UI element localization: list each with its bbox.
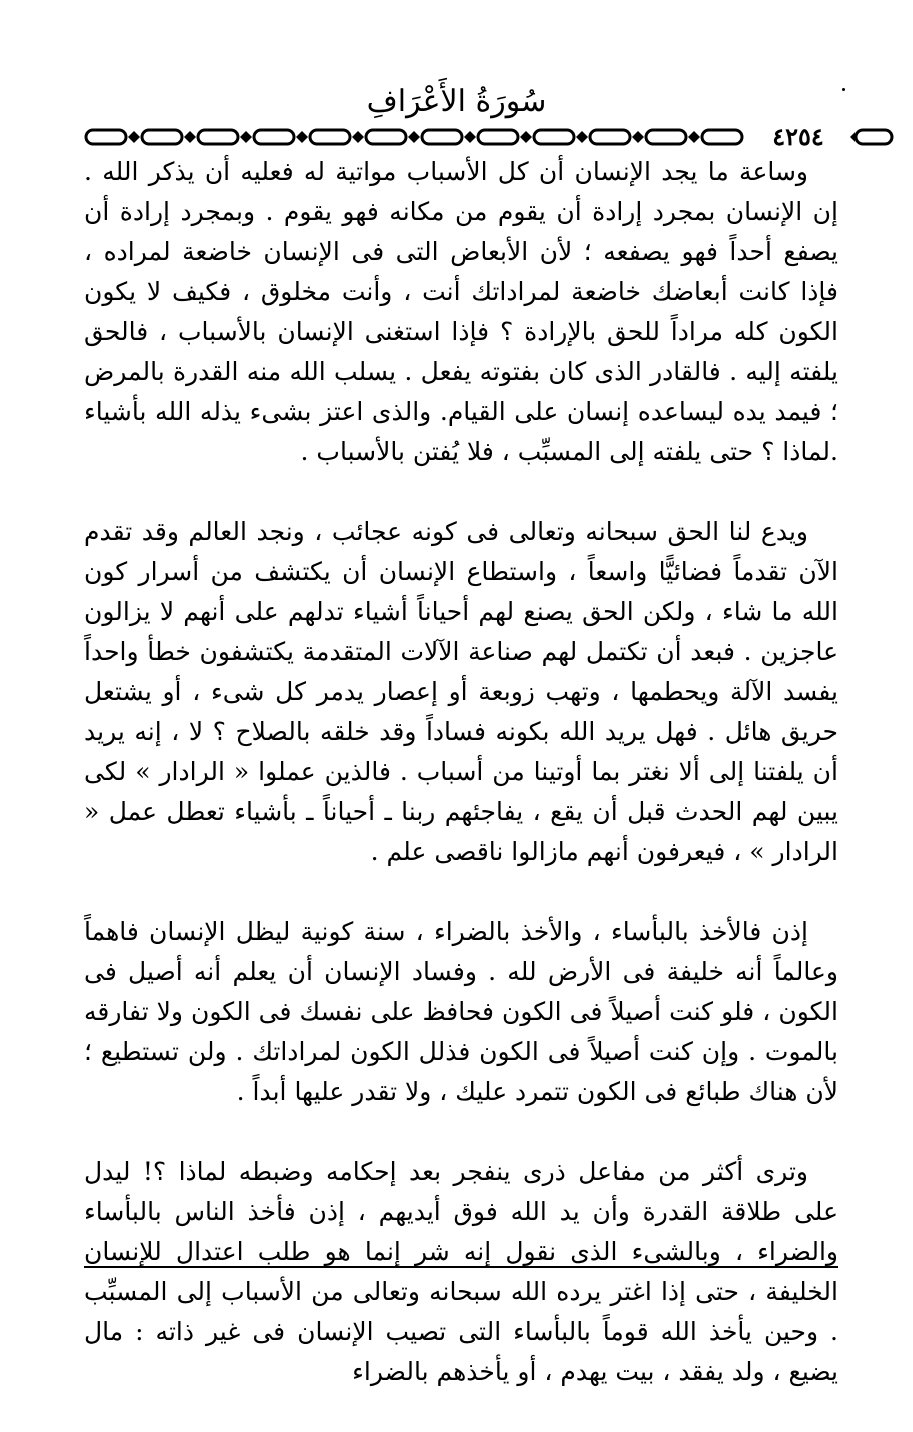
footer-rule	[84, 1266, 838, 1268]
chain-ornament-left	[84, 127, 754, 147]
body-text	[84, 152, 838, 1432]
paragraph-3: إذن فالأخذ بالبأساء ، والأخذ بالضراء ، سنة كونية ليظل الإنسان فاهماً وعالماً أنه خليفة فى الأرض لله . وفساد الإنسان أن يعلم أنه أصيل فى الكون ، فلو كنت أصيلاً فى الكون فحافظ على نفسك فى الكون ولا تفارقه بالموت . وإن كنت أصيلاً فى الكون فذلل الكون لمراداتك . ولن تستطيع ؛ لأن هناك طبائع فى الكون تتمرد عليك ، ولا تقدر عليها أبداً .	[84, 917, 838, 1106]
surah-title: سُورَةُ الأَعْرَافِ	[366, 84, 547, 119]
chain-ornament-right	[846, 127, 896, 147]
paragraph-4: وترى أكثر من مفاعل ذرى ينفجر بعد إحكامه وضبطه لماذا ؟! ليدل على طلاقة القدرة وأن يد الله فوق أيديهم ، إذن فأخذ الناس بالبأساء والضراء ، وبالشىء الذى نقول إنه شر إنما هو طلب اعتدال للإنسان الخليفة ، حتى إذا اغتر يرده الله سبحانه وتعالى من الأسباب إلى المسبِّب . وحين يأخذ الله قوماً بالبأساء التى تصيب الإنسان فى غير ذاته : مال يضيع ، ولد يفقد ، بيت يهدم ، أو يأخذهم بالضراء	[84, 1157, 838, 1386]
page-number: ٤٢٥٤	[772, 122, 824, 151]
paragraph-2: ويدع لنا الحق سبحانه وتعالى فى كونه عجائب ، ونجد العالم وقد تقدم الآن تقدماً فضائيًّا واسعاً ، واستطاع الإنسان أن يكتشف من أسرار كون الله ما شاء ، ولكن الحق يصنع لهم أحياناً أشياء تدلهم على أنهم لا يزالون عاجزين . فبعد أن تكتمل لهم صناعة الآلات المتقدمة يكتشفون خطأ واحداً يفسد الآلة ويحطمها ، وتهب زوبعة أو إعصار يدمر كل شىء ، أو يشتعل حريق هائل . فهل يريد الله بكونه فساداً وقد خلقه بالصلاح ؟ لا ، إنه يريد أن يلفتنا إلى ألا نغتر بما أوتينا من أسباب . فالذين عملوا « الرادار » لكى يبين لهم الحدث قبل أن يقع ، يفاجئهم ربنا ـ أحياناً ـ بأشياء تعطل عمل « الرادار » ، فيعرفون أنهم مازالوا ناقصى علم .	[84, 517, 838, 866]
paragraph-1: وساعة ما يجد الإنسان أن كل الأسباب مواتية له فعليه أن يذكر الله . إن الإنسان بمجرد إرادة أن يقوم من مكانه فهو يقوم . وبمجرد إرادة أن يصفع أحداً فهو يصفعه ؛ لأن الأبعاض التى فى الإنسان خاضعة لمراده ، فإذا كانت أبعاضك خاضعة لمراداتك أنت ، وأنت مخلوق ، فكيف لا يكون الكون كله مراداً للحق بالإرادة ؟ فإذا استغنى الإنسان بالأسباب ، فالحق يلفته إليه . فالقادر الذى كان بفتوته يفعل . يسلب الله منه القدرة بالمرض ؛ فيمد يده ليساعده إنسان على القيام. والذى اعتز بشىء يذله الله بأشياء .لماذا ؟ حتى يلفته إلى المسبِّب ، فلا يُفتن بالأسباب .	[84, 157, 838, 466]
